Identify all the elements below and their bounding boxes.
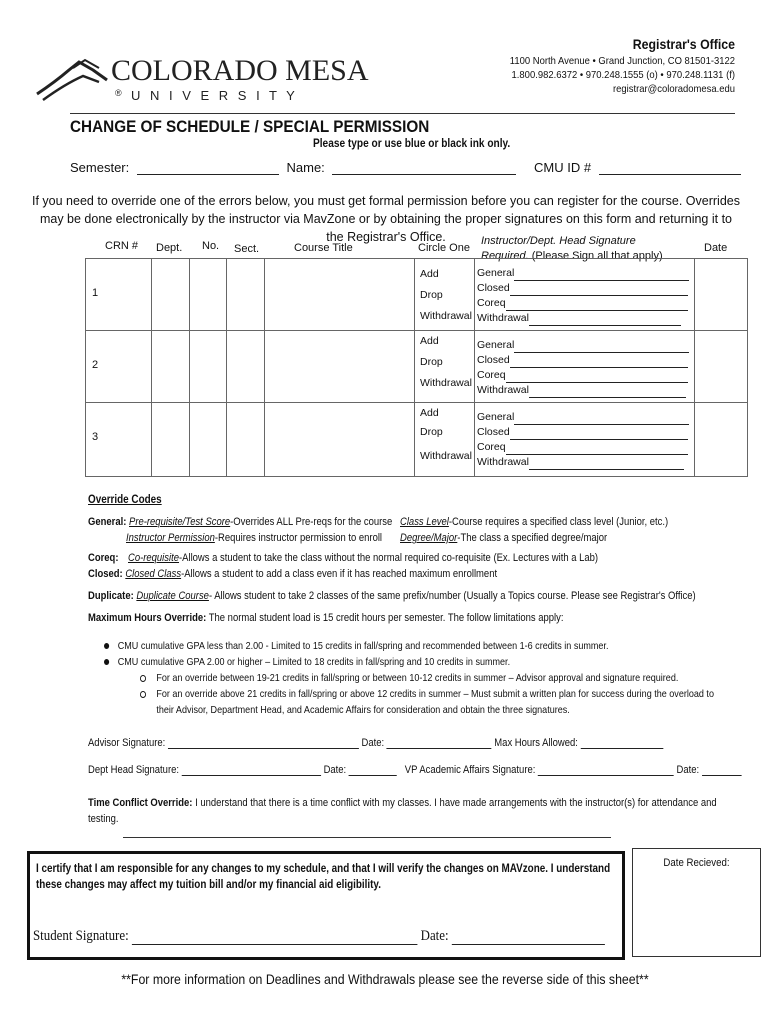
- dept-head-signature-field[interactable]: [182, 763, 321, 776]
- student-signature-row: [33, 928, 605, 945]
- table-header: [85, 234, 745, 262]
- dept-head-row: [88, 763, 741, 776]
- vp-date-field[interactable]: [702, 763, 742, 776]
- col-dept: Dept.: [156, 242, 183, 254]
- mesa-mountain-icon: [35, 54, 115, 102]
- vp-signature-field[interactable]: [538, 763, 674, 776]
- course-title-cell[interactable]: [265, 403, 415, 477]
- sect-cell[interactable]: [227, 403, 265, 477]
- degree-term: Degree/Major: [400, 532, 458, 544]
- circle-one-cell[interactable]: [415, 259, 475, 331]
- req-withdrawal[interactable]: Withdrawal: [477, 383, 694, 398]
- time-conflict-text: I understand that there is a time conflict with my classes. I have made arrangements with the instructor(s) for attendance and: [195, 797, 717, 809]
- req-coreq[interactable]: Coreq: [477, 296, 694, 311]
- student-date-label: Date:: [420, 928, 449, 944]
- degree-desc: -The class a specified degree/major: [457, 532, 608, 544]
- date-received-box: [632, 848, 761, 957]
- action-withdrawal[interactable]: Withdrawal: [420, 377, 472, 389]
- duplicate-desc: - Allows student to take 2 classes of the same prefix/number (Usually a Topics course. Please see Registrar's Office): [208, 590, 696, 602]
- ink-note: Please type or use blue or black ink only.: [313, 138, 511, 150]
- req-coreq[interactable]: Coreq: [477, 440, 694, 455]
- signature-cell: [475, 259, 695, 331]
- no-cell[interactable]: [190, 403, 227, 477]
- circle-bullet-icon: [140, 691, 146, 698]
- date-cell[interactable]: [695, 331, 748, 403]
- coreq-desc: -Allows a student to take the class without the normal required co-requisite (Ex. Lectures with a Lab): [179, 552, 599, 564]
- vp-date-label: Date:: [676, 764, 700, 776]
- coreq-term: Co-requisite: [128, 552, 180, 564]
- advisor-date-label: Date:: [361, 737, 385, 749]
- table-row: [86, 403, 748, 477]
- name-label: Name:: [286, 160, 325, 175]
- action-add[interactable]: Add: [420, 407, 439, 419]
- crn-cell[interactable]: 3: [86, 403, 152, 477]
- footer-note: **For more information on Deadlines and Withdrawals please see the reverse side of this sheet**: [121, 971, 649, 987]
- bullet-icon: [104, 659, 109, 665]
- action-withdrawal[interactable]: Withdrawal: [420, 310, 472, 322]
- advisor-date-field[interactable]: [387, 736, 492, 749]
- signature-cell: [475, 403, 695, 477]
- col-date: Date: [704, 242, 728, 254]
- general-label: General:: [88, 516, 127, 528]
- advisor-row: [88, 736, 663, 749]
- dept-cell[interactable]: [152, 259, 190, 331]
- cmu-id-label: CMU ID #: [534, 160, 592, 175]
- office-address: 1100 North Avenue • Grand Junction, CO 81501-3122: [509, 55, 735, 67]
- time-conflict-text-2: testing.: [88, 813, 119, 825]
- duplicate-term: Duplicate Course: [136, 590, 209, 602]
- override-instr-perm: [126, 530, 382, 546]
- logo-registered: ®: [115, 88, 122, 98]
- sect-cell[interactable]: [227, 259, 265, 331]
- coreq-label: Coreq:: [88, 552, 119, 564]
- action-withdrawal[interactable]: Withdrawal: [420, 450, 472, 462]
- list-item: CMU cumulative GPA less than 2.00 - Limited to 15 credits in fall/spring and recommended between 1-6 credits in summer.: [104, 638, 608, 654]
- instr-perm-term: Instructor Permission: [126, 532, 215, 544]
- override-closed: [88, 566, 497, 582]
- signature-cell: [475, 331, 695, 403]
- time-conflict-signature-field[interactable]: [123, 837, 611, 838]
- form-title: CHANGE OF SCHEDULE / SPECIAL PERMISSION: [70, 117, 430, 136]
- class-level-term: Class Level: [400, 516, 449, 528]
- closed-term: Closed Class: [125, 568, 182, 580]
- action-add[interactable]: Add: [420, 335, 439, 347]
- certify-text: I certify that I am responsible for any changes to my schedule, and that I will verify the changes on MAVzone. I understand these changes may affect my tuition bill and/or my financial aid eligibility.: [36, 863, 611, 891]
- header-rule: [70, 113, 735, 114]
- dept-cell[interactable]: [152, 403, 190, 477]
- date-received-label: Date Recieved:: [663, 857, 730, 869]
- logo-university: U N I V E R S I T Y: [131, 88, 298, 103]
- maxhours-label: Maximum Hours Override:: [88, 612, 207, 624]
- col-signature-line1: Instructor/Dept. Head Signature: [481, 235, 636, 247]
- circle-one-cell[interactable]: [415, 403, 475, 477]
- col-circle-one: Circle One: [418, 242, 470, 254]
- col-crn: CRN #: [105, 240, 139, 252]
- certify-box: [27, 851, 625, 960]
- closed-desc: -Allows a student to add a class even if it has reached maximum enrollment: [181, 568, 498, 580]
- list-item: CMU cumulative GPA 2.00 or higher – Limited to 18 credits in fall/spring and 10 credits in summer.: [104, 654, 608, 670]
- crn-cell[interactable]: 1: [86, 259, 152, 331]
- max-hours-label: Max Hours Allowed:: [494, 737, 578, 749]
- time-conflict-label: Time Conflict Override:: [88, 797, 193, 809]
- override-class-level: [400, 514, 668, 530]
- list-item: For an override above 21 credits in fall/spring or above 12 credits in summer – Must submit a written plan for success during the overload to: [140, 686, 714, 702]
- no-cell[interactable]: [190, 259, 227, 331]
- table-row: [86, 331, 748, 403]
- override-coreq: [88, 550, 598, 566]
- duplicate-label: Duplicate:: [88, 590, 134, 602]
- req-closed[interactable]: Closed: [477, 281, 694, 296]
- col-signature-line2: Required. (Please Sign all that apply): [481, 250, 663, 262]
- bullet-icon: [104, 643, 109, 649]
- table-row: [86, 259, 748, 331]
- circle-bullet-icon: [140, 675, 146, 682]
- semester-label: Semester:: [70, 160, 130, 175]
- office-email: registrar@coloradomesa.edu: [612, 83, 735, 95]
- date-cell[interactable]: [695, 403, 748, 477]
- maxhours-desc: The normal student load is 15 credit hours per semester. The follow limitations apply:: [208, 612, 564, 624]
- req-general[interactable]: General: [477, 410, 694, 425]
- student-signature-label: Student Signature:: [33, 928, 129, 944]
- override-degree: [400, 530, 607, 546]
- advisor-signature-field[interactable]: [168, 736, 359, 749]
- req-general[interactable]: General: [477, 338, 694, 353]
- list-item: their Advisor, Department Head, and Academic Affairs for consideration and obtain the three signatures.: [156, 704, 570, 716]
- no-cell[interactable]: [190, 331, 227, 403]
- office-title: Registrar's Office: [632, 36, 735, 52]
- col-sect: Sect.: [234, 243, 260, 255]
- student-date-field[interactable]: [452, 929, 605, 945]
- req-general[interactable]: General: [477, 266, 694, 281]
- action-drop[interactable]: Drop: [420, 426, 443, 438]
- student-signature-field[interactable]: [132, 929, 418, 945]
- prereq-term: Pre-requisite/Test Score: [129, 516, 231, 528]
- course-title-cell[interactable]: [265, 331, 415, 403]
- crn-cell[interactable]: 2: [86, 331, 152, 403]
- dept-head-date-label: Date:: [323, 764, 347, 776]
- col-no: No.: [202, 240, 220, 252]
- instr-perm-desc: -Requires instructor permission to enroll: [214, 532, 383, 544]
- action-drop[interactable]: Drop: [420, 356, 443, 368]
- time-conflict: [88, 795, 717, 827]
- prereq-desc: -Overrides ALL Pre-reqs for the course: [230, 516, 393, 528]
- override-heading: Override Codes: [88, 494, 162, 506]
- action-drop[interactable]: Drop: [420, 289, 443, 301]
- vp-label: VP Academic Affairs Signature:: [404, 764, 536, 776]
- logo-name: COLORADO MESA: [111, 54, 369, 87]
- action-add[interactable]: Add: [420, 268, 439, 280]
- req-coreq[interactable]: Coreq: [477, 368, 694, 383]
- university-logo: [35, 52, 369, 110]
- date-cell[interactable]: [695, 259, 748, 331]
- course-table: [85, 258, 748, 477]
- circle-one-cell[interactable]: [415, 331, 475, 403]
- req-withdrawal[interactable]: Withdrawal: [477, 455, 694, 470]
- list-item: For an override between 19-21 credits in fall/spring or between 10-12 credits in summer – Advisor approval and signature required.: [140, 670, 714, 686]
- sect-cell[interactable]: [227, 331, 265, 403]
- maxhours-bullets: [104, 638, 608, 670]
- office-phones: 1.800.982.6372 • 970.248.1555 (o) • 970.248.1131 (f): [511, 69, 735, 81]
- col-course-title: Course Title: [294, 242, 353, 254]
- class-level-desc: -Course requires a specified class level (Junior, etc.): [448, 516, 669, 528]
- override-codes: [88, 494, 728, 506]
- student-info-row: [70, 160, 730, 175]
- closed-label: Closed:: [88, 568, 123, 580]
- override-duplicate: [88, 588, 696, 604]
- req-closed[interactable]: Closed: [477, 425, 694, 440]
- dept-head-date-field[interactable]: [349, 763, 397, 776]
- cmu-id-field[interactable]: [599, 162, 741, 175]
- max-hours-field[interactable]: [581, 736, 664, 749]
- override-maxhours: [88, 610, 563, 626]
- semester-field[interactable]: [137, 162, 279, 175]
- name-field[interactable]: [332, 162, 516, 175]
- req-withdrawal[interactable]: Withdrawal: [477, 311, 694, 326]
- office-block: [455, 36, 735, 95]
- intro-text: If you need to override one of the errors below, you must get formal permission before you can register for the course. Overrides may be done electronically by the instructor via MavZone or by obtaining the proper signatures on this form and returning it to the Registrar's Office.: [32, 194, 740, 244]
- dept-head-label: Dept Head Signature:: [88, 764, 179, 776]
- dept-cell[interactable]: [152, 331, 190, 403]
- advisor-label: Advisor Signature:: [88, 737, 166, 749]
- course-title-cell[interactable]: [265, 259, 415, 331]
- maxhours-subbullets: [140, 670, 714, 718]
- req-closed[interactable]: Closed: [477, 353, 694, 368]
